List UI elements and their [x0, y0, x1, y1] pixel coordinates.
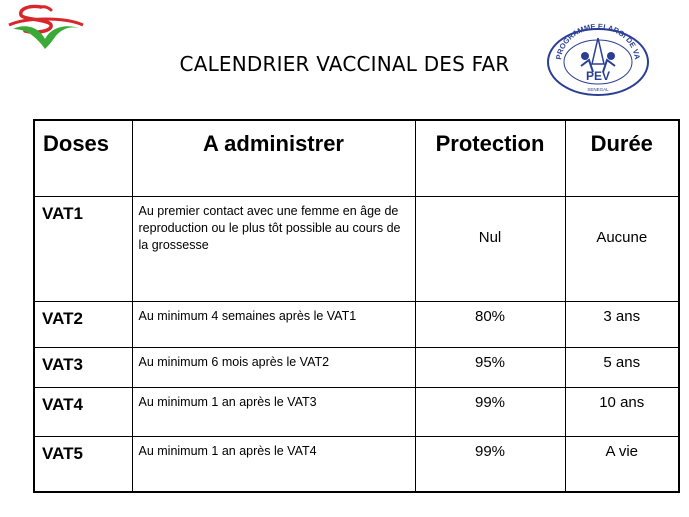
- table-header-row: [34, 120, 679, 196]
- protection-cell: Nul: [415, 196, 565, 301]
- protection-cell: 99%: [415, 436, 565, 492]
- table-row: [34, 196, 679, 301]
- page-title: CALENDRIER VACCINAL DES FAR: [179, 52, 510, 76]
- duree-cell: A vie: [565, 436, 679, 492]
- dose-cell: VAT1: [34, 196, 132, 301]
- protection-cell: 95%: [415, 347, 565, 387]
- protection-cell: 99%: [415, 387, 565, 436]
- duree-cell: 5 ans: [565, 347, 679, 387]
- snake-heart-icon: [5, 3, 87, 53]
- dose-cell: VAT3: [34, 347, 132, 387]
- admin-cell: Au minimum 1 an après le VAT4: [132, 436, 415, 492]
- table-row: [34, 301, 679, 347]
- header-duree: Durée: [565, 120, 679, 196]
- duree-cell: Aucune: [565, 196, 679, 301]
- ministry-logo: [5, 3, 87, 53]
- header-doses: Doses: [34, 120, 132, 196]
- pev-seal-icon: [543, 20, 653, 96]
- dose-cell: VAT5: [34, 436, 132, 492]
- dose-cell: VAT4: [34, 387, 132, 436]
- admin-cell: Au minimum 1 an après le VAT3: [132, 387, 415, 436]
- duree-cell: 10 ans: [565, 387, 679, 436]
- pev-bottom-text: SENEGAL: [587, 87, 609, 92]
- pev-logo: [543, 20, 653, 96]
- dose-cell: VAT2: [34, 301, 132, 347]
- duree-cell: 3 ans: [565, 301, 679, 347]
- protection-cell: 80%: [415, 301, 565, 347]
- pev-center-text: PEV: [585, 69, 611, 83]
- vaccination-table: [33, 119, 680, 493]
- table-row: [34, 347, 679, 387]
- admin-cell: Au minimum 6 mois après le VAT2: [132, 347, 415, 387]
- header-administrer: A administrer: [132, 120, 415, 196]
- table-row: [34, 387, 679, 436]
- admin-cell: Au minimum 4 semaines après le VAT1: [132, 301, 415, 347]
- table-row: [34, 436, 679, 492]
- pev-ring-text: PROGRAMME ELARGI DE VA: [554, 21, 642, 61]
- header-protection: Protection: [415, 120, 565, 196]
- admin-cell: Au premier contact avec une femme en âge de reproduction ou le plus tôt possible au cours de la grossesse: [132, 196, 415, 301]
